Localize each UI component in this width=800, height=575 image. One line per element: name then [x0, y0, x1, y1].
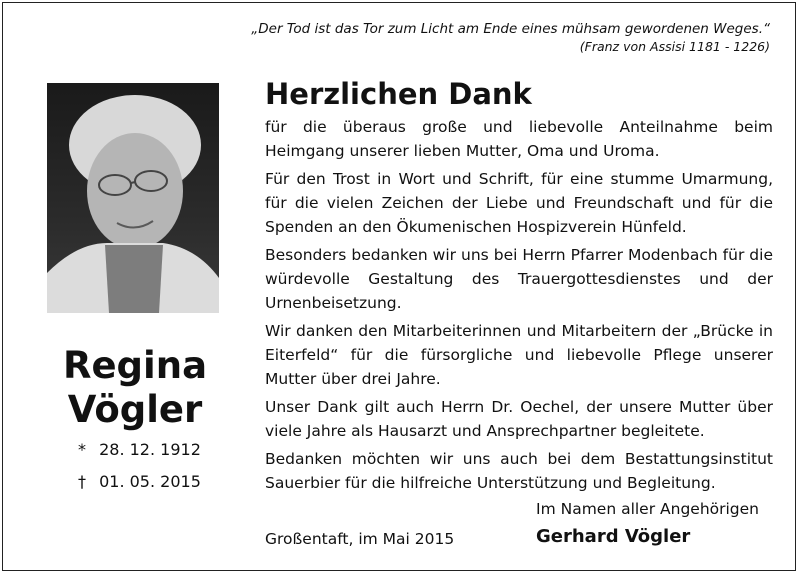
birth-line — [78, 434, 201, 466]
paragraph: Besonders bedanken wir uns bei Herrn Pfarrer Modenbach für die würdevolle Gestaltung des Trauergottesdienstes und der Urnenbeisetzung. — [265, 246, 773, 312]
quote-source: (Franz von Assisi 1181 - 1226) — [579, 39, 770, 54]
place-date: Großentaft, im Mai 2015 — [265, 530, 455, 548]
paragraph: Für den Trost in Wort und Schrift, für eine stumme Umarmung, für die vielen Zeichen der Liebe und Freundschaft und für die Spenden an den Ökumenischen Hospizverein Hünfeld. — [265, 170, 773, 236]
birth-date: 28. 12. 1912 — [99, 440, 201, 459]
portrait-illustration — [47, 83, 219, 313]
quote-block — [250, 20, 770, 56]
notice-body — [265, 115, 773, 499]
paragraph: Unser Dank gilt auch Herrn Dr. Oechel, der unsere Mutter über viele Jahre als Hausarzt und Ansprechpartner begleitete. — [265, 398, 773, 440]
notice-heading: Herzlichen Dank — [265, 77, 532, 111]
on-behalf-line: Im Namen aller Angehörigen — [536, 500, 760, 518]
quote-text: „Der Tod ist das Tor zum Licht am Ende eines mühsam gewordenen Weges.“ — [251, 21, 770, 37]
birth-symbol: * — [78, 440, 86, 459]
death-symbol: † — [78, 472, 86, 491]
life-dates — [78, 434, 201, 498]
death-date: 01. 05. 2015 — [99, 472, 201, 491]
signer-name: Gerhard Vögler — [536, 526, 691, 547]
paragraph: Wir danken den Mitarbeiterinnen und Mitarbeitern der „Brücke in Eiterfeld“ für die fürsorgliche und liebevolle Pflege unserer Mutter über drei Jahre. — [265, 322, 773, 388]
last-name: Vögler — [67, 388, 203, 431]
death-line — [78, 466, 201, 498]
first-name: Regina — [62, 344, 208, 387]
paragraph: für die überaus große und liebevolle Anteilnahme beim Heimgang unserer lieben Mutter, Oma und Uroma. — [265, 118, 773, 160]
paragraph: Bedanken möchten wir uns auch bei dem Bestattungsinstitut Sauerbier für die hilfreiche Unterstützung und Begleitung. — [265, 450, 773, 492]
portrait-photo — [47, 83, 219, 313]
deceased-name — [40, 344, 230, 432]
